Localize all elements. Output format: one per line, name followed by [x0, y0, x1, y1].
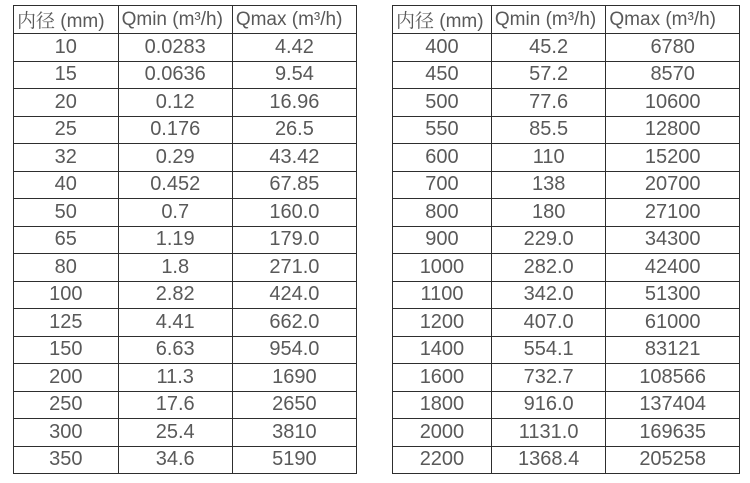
table-row — [393, 446, 740, 474]
table-row — [393, 89, 740, 117]
cell-inner-diameter: 32 — [14, 144, 119, 172]
cell-inner-diameter: 1100 — [393, 281, 492, 309]
cell-qmin: 57.2 — [491, 61, 606, 89]
cell-qmin: 342.0 — [491, 281, 606, 309]
cell-inner-diameter: 40 — [14, 171, 119, 199]
cell-qmax: 15200 — [606, 144, 740, 172]
cell-qmin: 2.82 — [118, 281, 232, 309]
cell-qmax: 160.0 — [232, 199, 356, 227]
cell-inner-diameter: 20 — [14, 89, 119, 117]
cell-qmin: 1368.4 — [491, 446, 606, 474]
table-row — [393, 171, 740, 199]
table-row — [393, 364, 740, 392]
table-row — [14, 116, 357, 144]
table-row — [393, 309, 740, 337]
table-row — [14, 89, 357, 117]
cell-inner-diameter: 500 — [393, 89, 492, 117]
cell-inner-diameter: 400 — [393, 34, 492, 62]
table-row — [14, 34, 357, 62]
cell-qmin: 0.0636 — [118, 61, 232, 89]
cell-qmin: 4.41 — [118, 309, 232, 337]
cell-inner-diameter: 350 — [14, 446, 119, 474]
cell-qmax: 662.0 — [232, 309, 356, 337]
cell-qmax: 43.42 — [232, 144, 356, 172]
cell-qmin: 1.19 — [118, 226, 232, 254]
table-row — [393, 281, 740, 309]
cell-inner-diameter: 2000 — [393, 419, 492, 447]
cell-inner-diameter: 1600 — [393, 364, 492, 392]
table-row — [393, 254, 740, 282]
header-qmin: Qmin (m³/h) — [118, 6, 232, 34]
cell-inner-diameter: 100 — [14, 281, 119, 309]
table-row — [14, 309, 357, 337]
table-row — [393, 336, 740, 364]
cell-qmax: 6780 — [606, 34, 740, 62]
cell-qmax: 169635 — [606, 419, 740, 447]
cell-qmin: 282.0 — [491, 254, 606, 282]
table-row — [14, 446, 357, 474]
table-row — [14, 391, 357, 419]
table-row — [393, 116, 740, 144]
cell-qmin: 0.176 — [118, 116, 232, 144]
cell-inner-diameter: 1400 — [393, 336, 492, 364]
cell-qmax: 8570 — [606, 61, 740, 89]
table-row — [14, 171, 357, 199]
cell-qmax: 67.85 — [232, 171, 356, 199]
table-row — [393, 34, 740, 62]
cell-qmin: 1.8 — [118, 254, 232, 282]
cell-qmin: 6.63 — [118, 336, 232, 364]
cell-qmin: 916.0 — [491, 391, 606, 419]
cell-qmax: 9.54 — [232, 61, 356, 89]
cell-inner-diameter: 1800 — [393, 391, 492, 419]
cell-qmin: 25.4 — [118, 419, 232, 447]
cell-qmin: 85.5 — [491, 116, 606, 144]
cell-qmin: 0.12 — [118, 89, 232, 117]
cell-inner-diameter: 300 — [14, 419, 119, 447]
cell-qmin: 138 — [491, 171, 606, 199]
cell-qmin: 554.1 — [491, 336, 606, 364]
cell-qmax: 83121 — [606, 336, 740, 364]
cell-inner-diameter: 10 — [14, 34, 119, 62]
header-qmin: Qmin (m³/h) — [491, 6, 606, 34]
cell-qmax: 108566 — [606, 364, 740, 392]
cell-inner-diameter: 600 — [393, 144, 492, 172]
header-qmax: Qmax (m³/h) — [606, 6, 740, 34]
header-inner-diameter: 内径 (mm) — [14, 6, 119, 34]
table-row — [14, 336, 357, 364]
cell-qmax: 3810 — [232, 419, 356, 447]
cell-qmax: 954.0 — [232, 336, 356, 364]
cell-qmin: 0.29 — [118, 144, 232, 172]
cell-inner-diameter: 900 — [393, 226, 492, 254]
cell-inner-diameter: 150 — [14, 336, 119, 364]
cell-qmax: 12800 — [606, 116, 740, 144]
cell-qmin: 0.452 — [118, 171, 232, 199]
cell-qmin: 34.6 — [118, 446, 232, 474]
cell-qmax: 10600 — [606, 89, 740, 117]
table-row — [14, 144, 357, 172]
cell-inner-diameter: 800 — [393, 199, 492, 227]
cell-inner-diameter: 2200 — [393, 446, 492, 474]
table-row — [393, 419, 740, 447]
cell-inner-diameter: 700 — [393, 171, 492, 199]
cell-qmax: 205258 — [606, 446, 740, 474]
table-row — [14, 281, 357, 309]
flow-spec-table-small-diameters — [13, 5, 357, 474]
cell-qmin: 1131.0 — [491, 419, 606, 447]
cell-qmin: 732.7 — [491, 364, 606, 392]
table-row — [14, 226, 357, 254]
cell-qmin: 180 — [491, 199, 606, 227]
cell-inner-diameter: 50 — [14, 199, 119, 227]
cell-qmax: 4.42 — [232, 34, 356, 62]
cell-qmax: 20700 — [606, 171, 740, 199]
cell-qmax: 137404 — [606, 391, 740, 419]
cell-qmax: 16.96 — [232, 89, 356, 117]
cell-inner-diameter: 450 — [393, 61, 492, 89]
table-row — [14, 419, 357, 447]
flow-spec-table-large-diameters — [392, 5, 740, 474]
table-row — [393, 391, 740, 419]
cell-inner-diameter: 1200 — [393, 309, 492, 337]
cell-qmax: 26.5 — [232, 116, 356, 144]
cell-inner-diameter: 125 — [14, 309, 119, 337]
cell-inner-diameter: 1000 — [393, 254, 492, 282]
table-row — [393, 144, 740, 172]
table-row — [14, 199, 357, 227]
cell-qmin: 17.6 — [118, 391, 232, 419]
cell-inner-diameter: 550 — [393, 116, 492, 144]
cell-inner-diameter: 250 — [14, 391, 119, 419]
cell-inner-diameter: 25 — [14, 116, 119, 144]
table-row — [14, 364, 357, 392]
cell-qmax: 61000 — [606, 309, 740, 337]
cell-inner-diameter: 200 — [14, 364, 119, 392]
cell-qmax: 424.0 — [232, 281, 356, 309]
table-row — [393, 226, 740, 254]
cell-qmin: 11.3 — [118, 364, 232, 392]
cell-qmax: 179.0 — [232, 226, 356, 254]
table-row — [14, 254, 357, 282]
cell-qmax: 51300 — [606, 281, 740, 309]
header-inner-diameter: 内径 (mm) — [393, 6, 492, 34]
cell-qmax: 5190 — [232, 446, 356, 474]
cell-inner-diameter: 80 — [14, 254, 119, 282]
cell-qmin: 229.0 — [491, 226, 606, 254]
cell-qmax: 27100 — [606, 199, 740, 227]
cell-qmin: 110 — [491, 144, 606, 172]
cell-qmax: 42400 — [606, 254, 740, 282]
cell-qmin: 45.2 — [491, 34, 606, 62]
table-row — [393, 61, 740, 89]
cell-qmax: 2650 — [232, 391, 356, 419]
cell-qmax: 34300 — [606, 226, 740, 254]
header-qmax: Qmax (m³/h) — [232, 6, 356, 34]
header-row — [393, 6, 740, 34]
table-row — [393, 199, 740, 227]
header-row — [14, 6, 357, 34]
cell-qmax: 271.0 — [232, 254, 356, 282]
cell-qmin: 0.0283 — [118, 34, 232, 62]
cell-qmin: 0.7 — [118, 199, 232, 227]
cell-inner-diameter: 65 — [14, 226, 119, 254]
cell-inner-diameter: 15 — [14, 61, 119, 89]
cell-qmin: 407.0 — [491, 309, 606, 337]
table-body-large — [393, 34, 740, 474]
table-body-small — [14, 34, 357, 474]
cell-qmin: 77.6 — [491, 89, 606, 117]
table-row — [14, 61, 357, 89]
cell-qmax: 1690 — [232, 364, 356, 392]
